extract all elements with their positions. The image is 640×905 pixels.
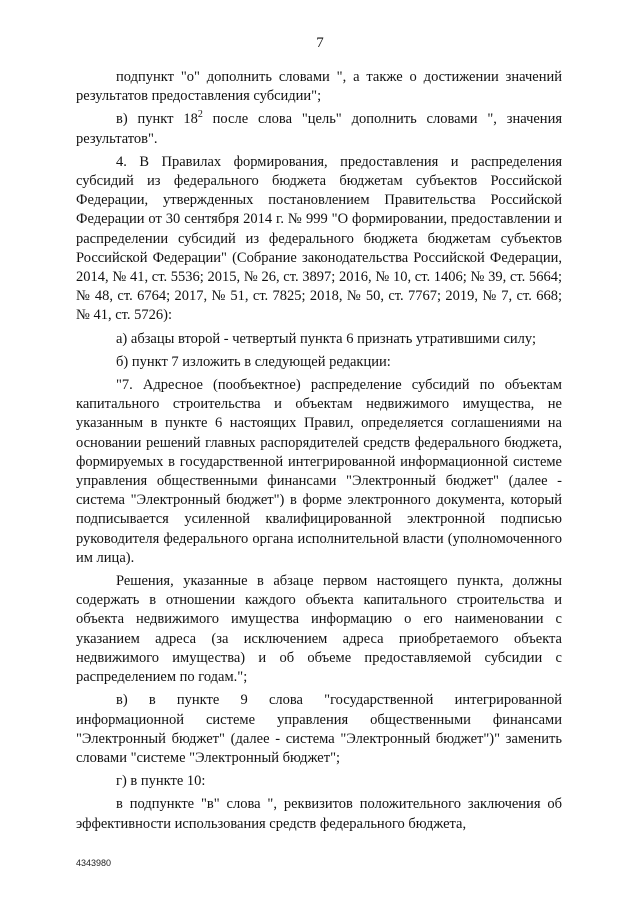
paragraph-section-4: 4. В Правилах формирования, предоставления и распределения субсидий из федерального бюджета бюджетам субъектов Российской Федерации, утвержденных постановлением Правительства Российской Федерации от 30 сентября 2014 г. № 999 "О формировании, предоставлении и распределении субсидий из федерального бюджета бюджетам субъектов Российской Федерации" (Собрание законодательства Российской Федерации, 2014, № 41, ст. 5536; 2015, № 26, ст. 3897; 2016, № 10, ст. 1406; № 39, ст. 5664; № 48, ст. 6764; 2017, № 51, ст. 7825; 2018, № 50, ст. 7767; 2019, № 7, ст. 668; № 41, ст. 5726): [76,153,562,324]
paragraph-subitem-v: в подпункте "в" слова ", реквизитов положительного заключения об эффективности использования средств федерального бюджета, [76,796,562,832]
document-body [76,68,562,838]
page-number: 7 [316,35,324,51]
paragraph-item-g: г) в пункте 10: [116,773,206,790]
paragraph-point-7: "7. Адресное (пообъектное) распределение субсидий по объектам капитального строительства и объектам недвижимого имущества, не указанным в пункте 6 настоящих Правил, определяется соглашениями на основании решений главных распорядителей средств федерального бюджета, формируемых в государственной интегрированной информационной системе управления общественными финансами "Электронный бюджет" (далее - система "Электронный бюджет") в форме электронного документа, который подписывается усиленной квалифицированной электронной подписью руководителя федерального органа исполнительной власти (уполномоченного им лица). [76,377,562,566]
item-18-superscript: 2 [197,109,203,121]
paragraph-subitem-o: подпункт "о" дополнить словами ", а также о достижении значений результатов предоставления субсидии"; [76,69,562,105]
paragraph-decisions: Решения, указанные в абзаце первом настоящего пункта, должны содержать в отношении каждого объекта капитального строительства и объекта недвижимого имущества информацию о его наименовании с указанием адреса (за исключением адреса приобретаемого объекта недвижимого имущества) и об объеме предоставляемой субсидии с распределением по годам."; [76,573,562,686]
item-18-prefix: в) пункт 18 [116,111,198,128]
paragraph-item-v: в) в пункте 9 слова "государственной интегрированной информационной системе управления общественными финансами "Электронный бюджет" (далее - система "Электронный бюджет")" заменить словами "системе "Электронный бюджет"; [76,692,562,766]
paragraph-item-18-2 [76,110,562,148]
document-id: 4343980 [76,858,112,868]
item-18-rest: после слова "цель" дополнить словами ", значения результатов". [76,111,562,147]
paragraph-item-b: б) пункт 7 изложить в следующей редакции: [116,353,391,370]
paragraph-item-a: а) абзацы второй - четвертый пункта 6 признать утратившими силу; [116,330,536,347]
